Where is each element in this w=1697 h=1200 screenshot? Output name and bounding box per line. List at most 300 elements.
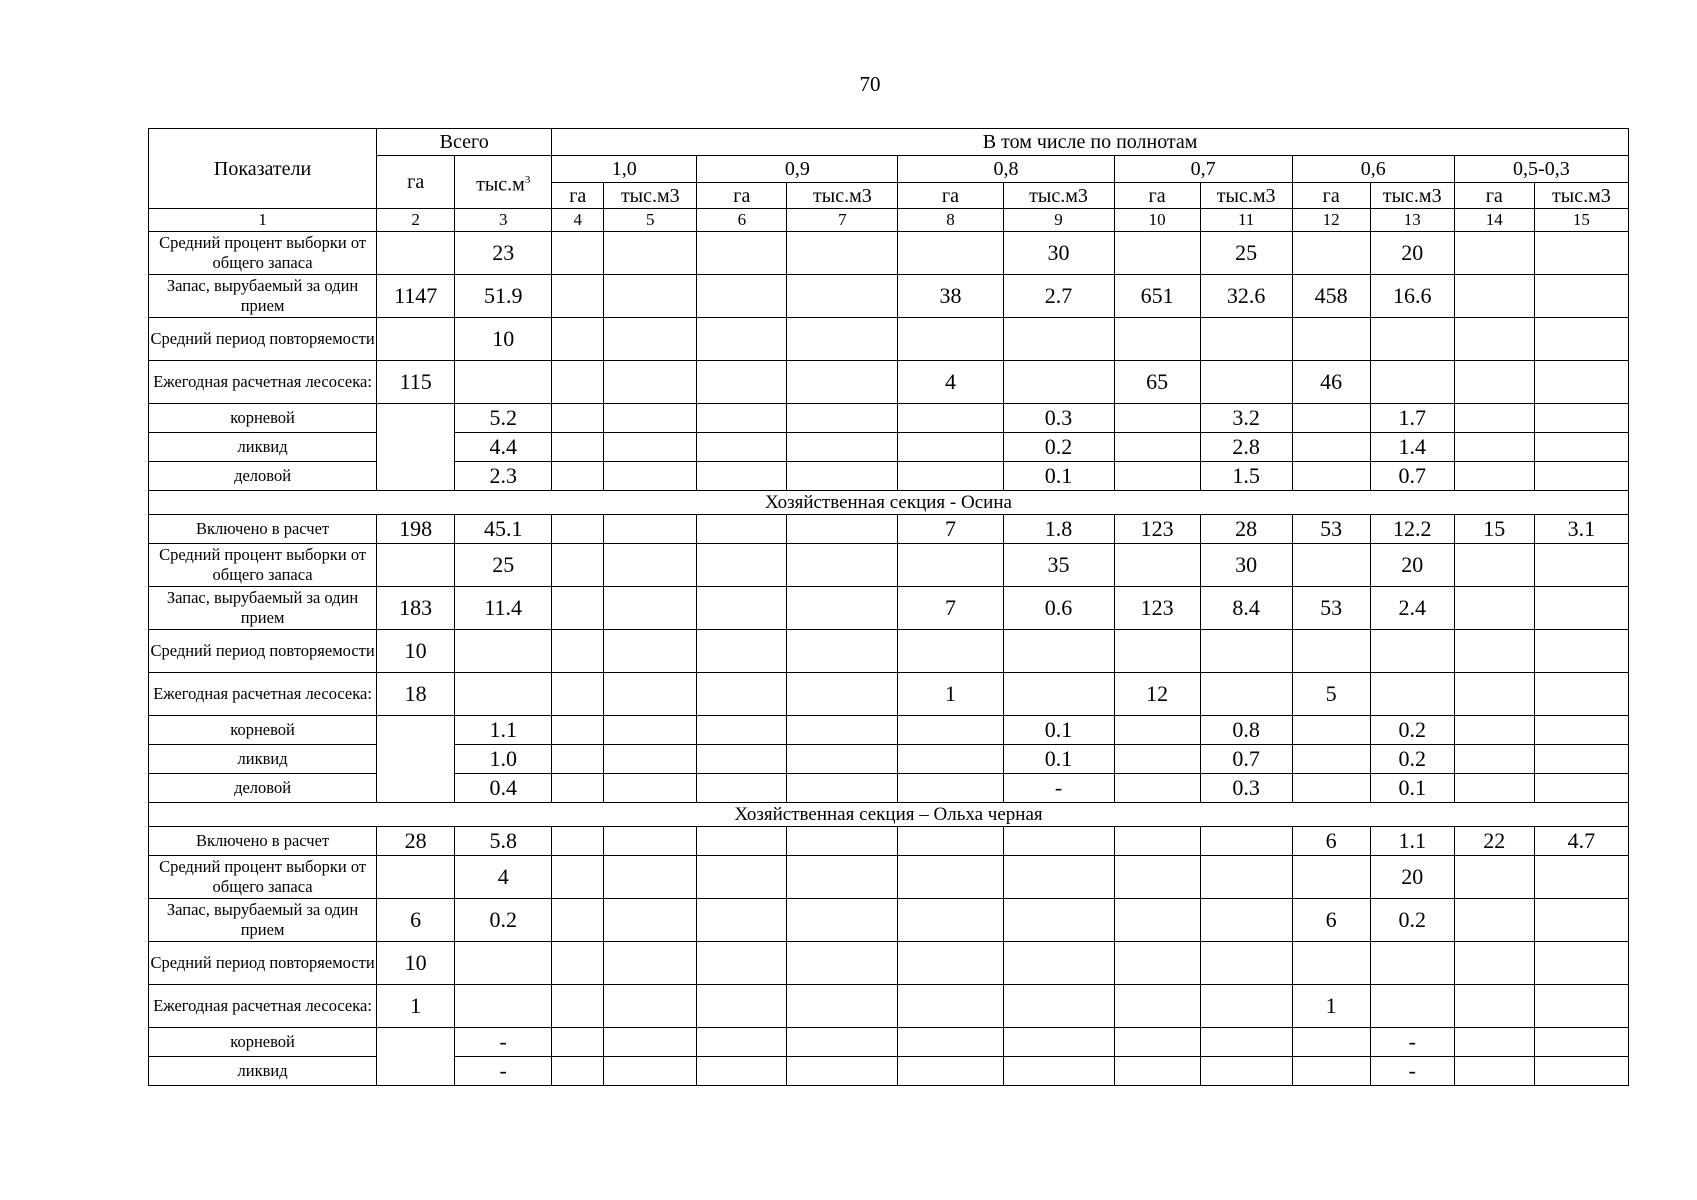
value-cell: 5.8 [455,827,552,856]
value-cell [787,673,898,716]
value-cell: 16.6 [1370,275,1454,318]
value-cell [1200,856,1292,899]
header-unit-volume: тыс.м3 [1370,183,1454,209]
value-cell [787,899,898,942]
value-cell [552,275,604,318]
value-cell [898,774,1003,803]
column-number: 2 [377,209,455,232]
value-cell: 10 [377,630,455,673]
value-cell [552,856,604,899]
value-cell: 0.1 [1003,462,1114,491]
value-cell: 0.2 [1003,433,1114,462]
column-number: 4 [552,209,604,232]
value-cell [898,318,1003,361]
table-row [149,275,1629,318]
value-cell: 20 [1370,232,1454,275]
value-cell: 0.7 [1370,462,1454,491]
value-cell [552,515,604,544]
value-cell [455,942,552,985]
row-label: Запас, вырубаемый за один прием [149,275,377,318]
value-cell [1454,985,1534,1028]
value-cell [787,745,898,774]
value-cell [552,827,604,856]
header-unit-ha: га [697,183,787,209]
value-cell [1200,1028,1292,1057]
row-label: Ежегодная расчетная лесосека: [149,673,377,716]
value-cell [377,856,455,899]
value-cell [1454,544,1534,587]
column-number: 14 [1454,209,1534,232]
value-cell: 38 [898,275,1003,318]
value-cell [1370,985,1454,1028]
value-cell [1534,716,1628,745]
value-cell [1114,544,1200,587]
value-cell: 12.2 [1370,515,1454,544]
value-cell [1114,404,1200,433]
row-label: Средний период повторяемости [149,630,377,673]
value-cell: 1.1 [455,716,552,745]
value-cell [1292,942,1370,985]
value-cell: 4 [455,856,552,899]
value-cell [697,942,787,985]
value-cell [604,827,697,856]
table-row [149,232,1629,275]
value-cell [1370,942,1454,985]
value-cell: 7 [898,587,1003,630]
value-cell [1454,587,1534,630]
value-cell [1200,1057,1292,1086]
value-cell [697,544,787,587]
value-cell: 0.3 [1200,774,1292,803]
value-cell: 0.6 [1003,587,1114,630]
header-density: 1,0 [552,156,697,183]
value-cell [787,433,898,462]
column-number: 5 [604,209,697,232]
value-cell [604,232,697,275]
value-cell [1114,745,1200,774]
section-header-aspen [149,491,1629,515]
value-cell [1534,462,1628,491]
table-row [149,942,1629,985]
value-cell [1114,232,1200,275]
value-cell [1534,587,1628,630]
column-number: 7 [787,209,898,232]
value-cell [1454,673,1534,716]
value-cell: 25 [455,544,552,587]
value-cell [604,361,697,404]
value-cell [1003,318,1114,361]
value-cell: 11.4 [455,587,552,630]
value-cell: 0.2 [1370,716,1454,745]
value-cell [787,318,898,361]
value-cell [1370,361,1454,404]
value-cell [604,433,697,462]
value-cell: 0.2 [1370,745,1454,774]
value-cell [1454,716,1534,745]
value-cell [1454,462,1534,491]
value-cell [552,1028,604,1057]
value-cell [1003,1057,1114,1086]
value-cell [787,774,898,803]
column-number: 8 [898,209,1003,232]
section-title: Хозяйственная секция – Ольха черная [149,803,1629,827]
value-cell [787,985,898,1028]
value-cell [787,587,898,630]
value-cell [1370,673,1454,716]
value-cell [1003,899,1114,942]
table-row [149,985,1629,1028]
value-cell [1534,774,1628,803]
value-cell [552,985,604,1028]
value-cell [1292,1028,1370,1057]
value-cell [1370,318,1454,361]
value-cell [1454,856,1534,899]
value-cell [604,587,697,630]
value-cell [455,985,552,1028]
value-cell [697,856,787,899]
value-cell [604,404,697,433]
header-unit-ha: га [1114,183,1200,209]
value-cell [1114,1028,1200,1057]
value-cell [1454,745,1534,774]
value-cell [787,361,898,404]
value-cell: 53 [1292,515,1370,544]
column-number: 3 [455,209,552,232]
value-cell [1292,745,1370,774]
value-cell: 123 [1114,515,1200,544]
row-label: Средний период повторяемости [149,942,377,985]
value-cell [1200,630,1292,673]
value-cell [1292,544,1370,587]
value-cell [787,1028,898,1057]
value-cell [1534,985,1628,1028]
value-cell [1534,404,1628,433]
value-cell [1200,361,1292,404]
value-cell [1114,433,1200,462]
header-density: 0,7 [1114,156,1292,183]
value-cell: 28 [377,827,455,856]
value-cell: 115 [377,361,455,404]
value-cell [697,745,787,774]
value-cell [1292,462,1370,491]
header-total-volume [455,156,552,209]
value-cell [1534,856,1628,899]
page-number: 70 [859,72,881,96]
value-cell: - [1003,774,1114,803]
value-cell [697,630,787,673]
table-row [149,1028,1629,1057]
header-unit-volume: тыс.м3 [1003,183,1114,209]
value-cell [604,899,697,942]
value-cell [787,404,898,433]
value-cell: 4 [898,361,1003,404]
value-cell [697,515,787,544]
value-cell [1292,774,1370,803]
table-row [149,856,1629,899]
header-volume-sup: 3 [524,173,531,186]
value-cell [1003,361,1114,404]
value-cell [604,673,697,716]
value-cell [1454,404,1534,433]
value-cell [604,745,697,774]
row-label: корневой [149,716,377,745]
table-row [149,433,1629,462]
value-cell: 198 [377,515,455,544]
value-cell: 2.8 [1200,433,1292,462]
value-cell [697,716,787,745]
value-cell [1292,1057,1370,1086]
value-cell: 51.9 [455,275,552,318]
row-label: Средний процент выборки от общего запаса [149,544,377,587]
value-cell [787,716,898,745]
value-cell: 22 [1454,827,1534,856]
value-cell: 32.6 [1200,275,1292,318]
value-cell: - [455,1028,552,1057]
value-cell: 1.4 [1370,433,1454,462]
value-cell [898,899,1003,942]
value-cell [898,404,1003,433]
row-label: Запас, вырубаемый за один прием [149,899,377,942]
value-cell [604,942,697,985]
value-cell [697,404,787,433]
table-row [149,544,1629,587]
value-cell: 2.3 [455,462,552,491]
value-cell: 6 [1292,827,1370,856]
value-cell [697,318,787,361]
value-cell [1003,985,1114,1028]
value-cell: 35 [1003,544,1114,587]
value-cell [1200,985,1292,1028]
value-cell [1200,827,1292,856]
value-cell [604,856,697,899]
value-cell [604,1028,697,1057]
value-cell: 30 [1003,232,1114,275]
value-cell [604,515,697,544]
value-cell [1534,899,1628,942]
value-cell [1200,318,1292,361]
value-cell: 10 [377,942,455,985]
value-cell [552,433,604,462]
value-cell [1003,827,1114,856]
value-cell [552,318,604,361]
row-label: Ежегодная расчетная лесосека: [149,985,377,1028]
value-cell [1534,361,1628,404]
value-cell [697,899,787,942]
value-cell [1534,942,1628,985]
row-label: корневой [149,404,377,433]
value-cell [787,544,898,587]
value-cell [697,232,787,275]
value-cell [552,899,604,942]
value-cell: 6 [377,899,455,942]
header-density: 0,5-0,3 [1454,156,1628,183]
value-cell: 0.3 [1003,404,1114,433]
value-cell: 20 [1370,544,1454,587]
value-cell: 0.1 [1003,745,1114,774]
header-unit-ha: га [1292,183,1370,209]
value-cell [1200,899,1292,942]
row-label: деловой [149,462,377,491]
value-cell [455,361,552,404]
value-cell [1454,1057,1534,1086]
value-cell [1534,433,1628,462]
value-cell: 0.1 [1370,774,1454,803]
value-cell [898,433,1003,462]
value-cell [1534,318,1628,361]
value-cell: 6 [1292,899,1370,942]
value-cell [898,716,1003,745]
value-cell: 0.1 [1003,716,1114,745]
value-cell [1534,673,1628,716]
row-label: Включено в расчет [149,515,377,544]
value-cell: - [1370,1057,1454,1086]
value-cell [455,673,552,716]
value-cell [604,462,697,491]
value-cell: 12 [1114,673,1200,716]
table-row [149,462,1629,491]
forest-cutting-table [148,128,1629,1086]
value-cell [1114,827,1200,856]
value-cell [697,275,787,318]
value-cell [1114,942,1200,985]
table-row [149,404,1629,433]
header-total: Всего [377,129,552,156]
value-cell: 8.4 [1200,587,1292,630]
value-cell [552,1057,604,1086]
value-cell: - [1370,1028,1454,1057]
value-cell: 1147 [377,275,455,318]
value-cell [1454,899,1534,942]
value-cell [604,985,697,1028]
value-cell: 651 [1114,275,1200,318]
value-cell [1292,318,1370,361]
value-cell: 65 [1114,361,1200,404]
table-row [149,630,1629,673]
row-label: ликвид [149,745,377,774]
value-cell [787,275,898,318]
table-row [149,587,1629,630]
value-cell [1003,673,1114,716]
value-cell [1534,275,1628,318]
value-cell [1114,318,1200,361]
value-cell [377,232,455,275]
column-number: 10 [1114,209,1200,232]
value-cell [697,1057,787,1086]
header-volume-text: тыс.м [476,173,525,196]
value-cell [377,318,455,361]
value-cell [1114,856,1200,899]
value-cell [552,630,604,673]
value-cell: 7 [898,515,1003,544]
value-cell: 10 [455,318,552,361]
value-cell [898,985,1003,1028]
value-cell [787,515,898,544]
value-cell: 23 [455,232,552,275]
column-number: 1 [149,209,377,232]
value-cell: 5.2 [455,404,552,433]
table-row [149,774,1629,803]
value-cell [552,462,604,491]
value-cell [1370,630,1454,673]
value-cell: 25 [1200,232,1292,275]
value-cell [604,275,697,318]
header-unit-volume: тыс.м3 [787,183,898,209]
value-cell [1114,716,1200,745]
value-cell: 3.2 [1200,404,1292,433]
value-cell [898,544,1003,587]
merged-empty-cell [377,404,455,491]
value-cell [1292,630,1370,673]
value-cell [787,462,898,491]
value-cell [697,774,787,803]
row-label: Запас, вырубаемый за один прием [149,587,377,630]
column-number: 12 [1292,209,1370,232]
value-cell: 183 [377,587,455,630]
value-cell [552,587,604,630]
value-cell [898,856,1003,899]
value-cell: 0.7 [1200,745,1292,774]
value-cell: 2.7 [1003,275,1114,318]
value-cell [1454,433,1534,462]
value-cell [604,774,697,803]
header-unit-ha: га [898,183,1003,209]
value-cell [1534,630,1628,673]
value-cell: 15 [1454,515,1534,544]
value-cell: 46 [1292,361,1370,404]
value-cell [787,232,898,275]
header-indicators: Показатели [149,129,377,209]
value-cell [697,673,787,716]
value-cell [552,361,604,404]
header-unit-volume: тыс.м3 [1200,183,1292,209]
value-cell [1114,774,1200,803]
header-total-ha: га [377,156,455,209]
value-cell [552,774,604,803]
value-cell [604,544,697,587]
value-cell: 18 [377,673,455,716]
value-cell [697,433,787,462]
value-cell [1114,985,1200,1028]
value-cell: 1.0 [455,745,552,774]
value-cell [787,942,898,985]
value-cell: 1.1 [1370,827,1454,856]
value-cell: 4.4 [455,433,552,462]
header-unit-ha: га [552,183,604,209]
value-cell: 1.5 [1200,462,1292,491]
value-cell: 5 [1292,673,1370,716]
value-cell [1534,544,1628,587]
table-row [149,899,1629,942]
value-cell [455,630,552,673]
header-unit-volume: тыс.м3 [1534,183,1628,209]
table-row [149,318,1629,361]
value-cell [1292,404,1370,433]
value-cell [697,985,787,1028]
value-cell [1454,275,1534,318]
header-unit-ha: га [1454,183,1534,209]
value-cell: 1 [377,985,455,1028]
value-cell: 1.7 [1370,404,1454,433]
value-cell: 20 [1370,856,1454,899]
value-cell [697,587,787,630]
column-number: 11 [1200,209,1292,232]
section-title: Хозяйственная секция - Осина [149,491,1629,515]
value-cell [1454,1028,1534,1057]
value-cell: 1 [898,673,1003,716]
value-cell [1454,361,1534,404]
value-cell: 30 [1200,544,1292,587]
table-row [149,515,1629,544]
